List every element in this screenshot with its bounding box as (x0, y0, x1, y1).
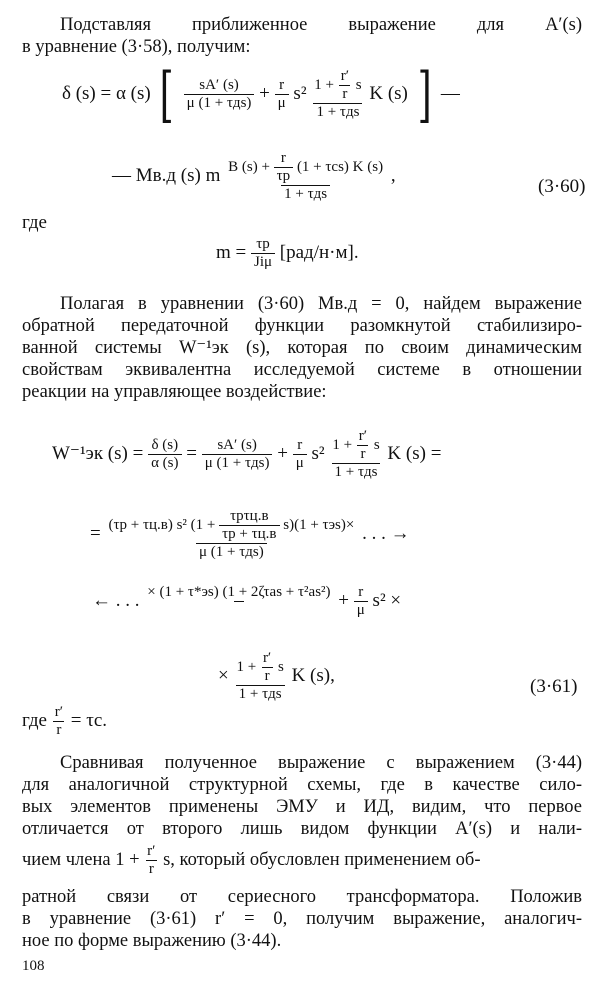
eq360-inner-numerator (311, 68, 364, 103)
eq360-mu: μ (275, 94, 289, 112)
where-label-1: где (22, 212, 47, 233)
eq361-row4-numerator (233, 650, 286, 685)
eq361-f1-denominator: μ (1 + τдs) (202, 454, 273, 472)
para3-line-2: для аналогичной структурной схемы, где в качестве сило- (22, 775, 582, 795)
eq360-lhs: δ (s) = α (s) (62, 82, 151, 104)
eq360-f2-numerator (225, 150, 386, 185)
eq361-row4-denominator: 1 + τдs (236, 685, 285, 703)
intro-line-2: в уравнение (3·58), получим: (22, 37, 251, 57)
eq361-r: r (297, 437, 303, 453)
eq360-inner-one-plus: 1 + (314, 76, 334, 93)
eq361-row3-s2-times: s² × (372, 589, 402, 611)
intro-paragraph (22, 14, 582, 58)
equation-3-61-row-1 (52, 428, 582, 481)
eq361-row2-inner-num: τрτц.в (230, 508, 269, 524)
m-definition (216, 236, 456, 271)
eq361-K-equals: K (s) = (387, 442, 442, 464)
eq360-f2-tau: τр (274, 167, 294, 185)
para3-l5-r-prime: r′ (147, 843, 156, 860)
where2-rhs: = τс. (70, 709, 108, 731)
eq361-row3-plus: + (338, 589, 349, 611)
para3-l5-b: s, который обусловлен применением об- (163, 850, 481, 870)
equation-number-3-60: (3·60) (538, 176, 586, 197)
eq361-row3-continuation: ← . . . (92, 589, 140, 611)
eq361-r-over-mu (293, 437, 307, 472)
where2-r: r (53, 721, 64, 739)
eq361-row2-inner-den: τр + τц.в (219, 525, 279, 543)
eq360-K: K (s) (369, 82, 408, 104)
equation-3-61-row-4 (218, 650, 458, 703)
equation-3-61-row-3 (92, 584, 572, 619)
eq360-inner-fraction (311, 68, 364, 121)
eq361-row4-r-prime: r′ (262, 650, 272, 666)
eq361-row2-num-b: (1 + (190, 516, 216, 533)
m-def-numerator: τр (256, 236, 270, 252)
where-label-2: где (22, 709, 47, 731)
para2-line-5: реакции на управляющее воздействие: (22, 382, 327, 402)
eq360-fraction-2 (225, 150, 386, 203)
eq360-inner-r-prime: r′ (340, 68, 350, 84)
para3-line-8: ное по форме выражению (3·44). (22, 931, 282, 951)
eq361-row2-numerator (105, 508, 357, 543)
eq361-row4-s: s (277, 658, 284, 675)
eq360-r: r (279, 77, 285, 93)
m-def-fraction (251, 236, 275, 271)
para3-line-3: вых элементов применены ЭМУ и ИД, видим, что первое (22, 797, 582, 817)
eq361-row3-fraction (144, 584, 333, 619)
eq361-row2-inner-frac (219, 508, 279, 543)
eq360-fraction-1 (184, 77, 255, 112)
eq360-open-bracket: [ (160, 59, 175, 130)
eq361-inner-r: r (357, 445, 368, 463)
eq360-r-over-mu (275, 77, 289, 112)
eq360-inner-r: r (339, 85, 350, 103)
equation-3-60-line-2 (112, 150, 512, 203)
eq361-f1-numerator: sA′ (s) (217, 437, 257, 453)
m-def-lhs: m = (216, 241, 247, 263)
eq360-comma: , (390, 164, 396, 186)
eq360-inner-denominator: 1 + τдs (313, 103, 362, 121)
eq361-row2-num-c: s)(1 + τэs)× (283, 516, 355, 533)
eq360-inner-r-prime-frac (338, 68, 352, 103)
equation-number-3-61: (3·61) (530, 676, 578, 697)
where2-fraction (52, 704, 66, 739)
eq361-row3-numerator: × (1 + τ*эs) (1 + 2ζτаs + τ²аs²) (147, 584, 331, 600)
where-tau-c (22, 704, 222, 739)
equation-3-61-row-2 (90, 508, 590, 561)
eq360-f1-numerator: sA′ (s) (199, 77, 239, 93)
para3-l5-r: r (146, 860, 157, 878)
eq361-equals: = (186, 442, 197, 464)
eq360-f2-r-over-tau (274, 150, 294, 185)
eq361-row4-r-prime-frac (260, 650, 274, 685)
intro-line-1: Подставляя приближенное выражение для A′(s) (60, 15, 582, 35)
eq361-row4-r: r (262, 667, 273, 685)
eq361-row2-continuation: . . . → (362, 522, 410, 544)
eq360-f2-B: B (s) + (228, 158, 270, 175)
para3-line-4: отличается от второго лишь видом функции A′(s) и нали- (22, 819, 582, 839)
eq361-row2-num-a: (τр + τц.в) s² (108, 516, 187, 533)
eq361-fraction-1 (202, 437, 273, 472)
eq361-inner-fraction (329, 428, 382, 481)
eq360-s-squared: s² (293, 82, 307, 104)
para2-line-3: ванной системы W⁻¹эк (s), которая по своим динамическим (22, 338, 582, 358)
para2-line-4: свойствам эквивалентна исследуемой системе в отношении (22, 360, 582, 380)
eq360-tail-dash: — (440, 82, 460, 104)
eq361-row4-fraction (233, 650, 286, 703)
eq361-inner-denominator: 1 + τдs (332, 463, 381, 481)
m-def-unit: [рад/н·м]. (279, 241, 359, 263)
eq361-row3-r: r (358, 584, 364, 600)
m-def-denominator: Jiμ (251, 253, 275, 271)
eq361-delta-over-alpha (148, 437, 181, 472)
eq361-row3-r-over-mu (354, 584, 368, 619)
eq360-f2-right: (1 + τсs) K (s) (296, 158, 384, 175)
para3-line-5 (22, 840, 582, 880)
paragraph-2 (22, 293, 582, 403)
eq361-mu: μ (293, 454, 307, 472)
eq360-line2-lhs: — Mв.д (s) m (112, 164, 221, 186)
eq361-row2-equals: = (90, 522, 101, 544)
paragraph-3 (22, 752, 582, 952)
equation-3-60-line-1 (62, 59, 532, 130)
para3-l5-fraction (144, 843, 158, 878)
para3-line-6: ратной связи от сериесного трансформатора. Положив (22, 887, 582, 907)
eq361-row4-one-plus: 1 + (236, 658, 257, 675)
eq361-row4-K: K (s), (291, 664, 335, 686)
para3-l5-a: чием члена 1 + (22, 850, 140, 870)
eq360-f2-r: r (280, 150, 286, 166)
eq360-f1-denominator: μ (1 + τдs) (184, 94, 255, 112)
para2-line-2: обратной передаточной функции разомкнутой стабилизиро- (22, 316, 582, 336)
eq361-lhs: W⁻¹эк (s) = (52, 442, 144, 464)
eq361-plus: + (277, 442, 288, 464)
eq361-delta: δ (s) (151, 437, 179, 453)
eq361-inner-numerator (329, 428, 382, 463)
eq361-s-squared: s² (311, 442, 325, 464)
eq360-inner-s: s (355, 76, 362, 93)
eq360-plus: + (259, 82, 270, 104)
where2-r-prime: r′ (54, 704, 63, 720)
eq360-close-bracket: ] (417, 59, 432, 130)
eq361-alpha: α (s) (148, 454, 181, 472)
para3-line-1: Сравнивая полученное выражение с выражением (3·44) (60, 753, 582, 773)
eq361-inner-s: s (373, 436, 380, 453)
eq361-row2-fraction (105, 508, 357, 561)
eq361-inner-one-plus: 1 + (332, 436, 353, 453)
para3-line-7: в уравнение (3·61) r′ = 0, получим выражение, аналогич- (22, 909, 582, 929)
eq361-inner-r-prime: r′ (358, 428, 368, 444)
para2-line-1: Полагая в уравнении (3·60) Mв.д = 0, найдем выражение (60, 294, 582, 314)
eq361-row3-denominator-empty (234, 601, 244, 619)
eq361-row4-times: × (218, 664, 229, 686)
eq361-row2-denominator: μ (1 + τдs) (196, 543, 267, 561)
page-number: 108 (22, 958, 45, 974)
eq361-row3-mu: μ (354, 601, 368, 619)
eq361-inner-r-prime-frac (356, 428, 370, 463)
eq360-f2-denominator: 1 + τдs (281, 185, 330, 203)
